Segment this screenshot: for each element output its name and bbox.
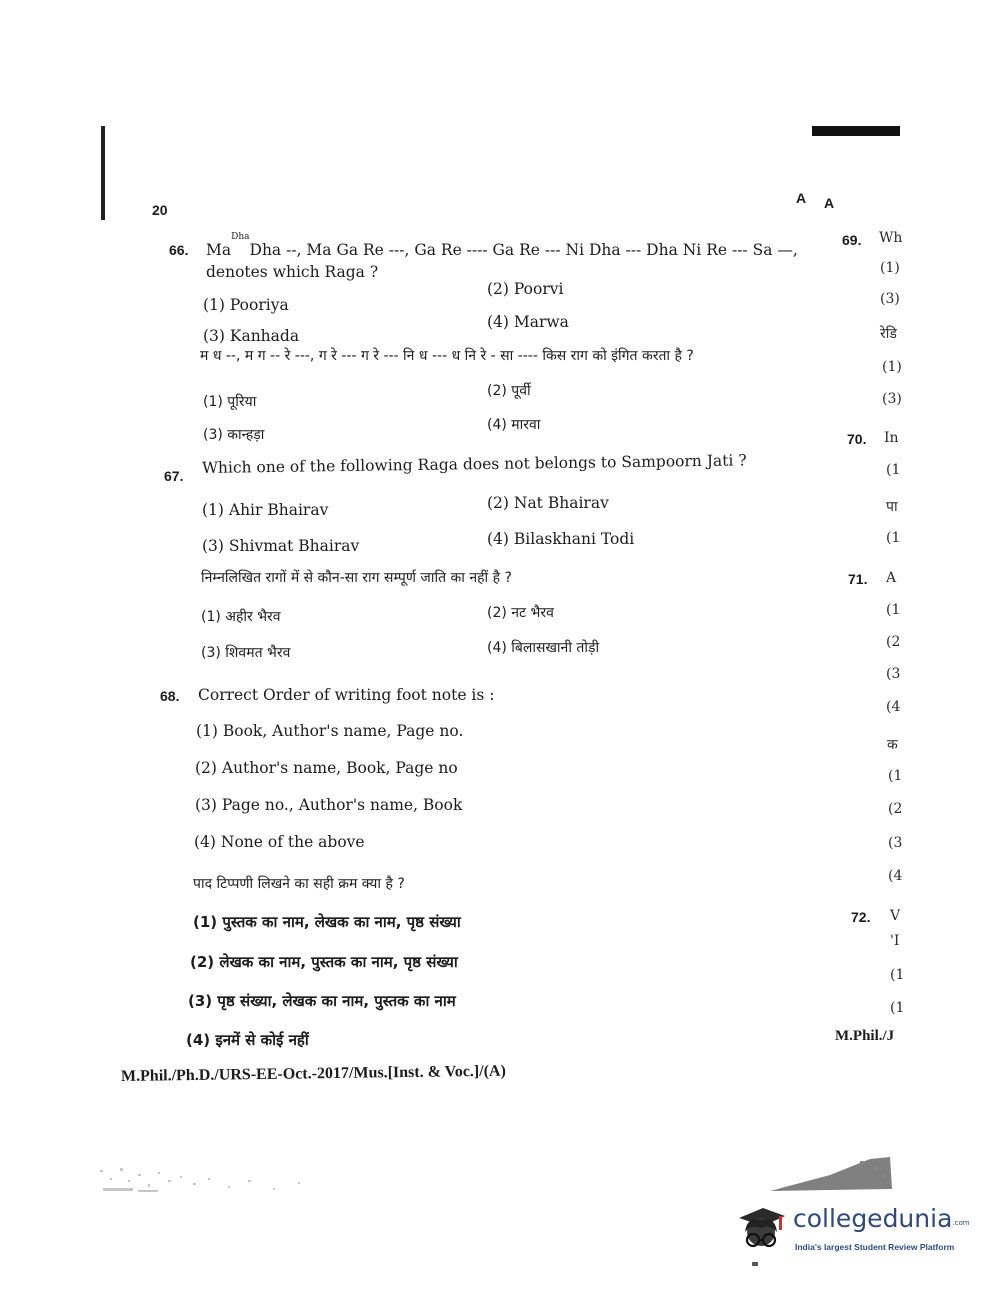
side-fragment-10: (2 — [886, 634, 901, 650]
side-fragment-16: (3 — [888, 835, 903, 851]
q67-option-1-en: (1) Ahir Bhairav — [202, 501, 329, 519]
side-fragment-1: (1) — [880, 260, 900, 276]
q67-option-2-hi: (2) नट भैरव — [487, 605, 554, 621]
q66-option-1-hi: (1) पूरिया — [203, 394, 257, 410]
q68-option-2-en: (2) Author's name, Book, Page no — [195, 759, 458, 777]
q68-option-4-en: (4) None of the above — [194, 833, 365, 851]
side-fragment-17: (4 — [888, 868, 903, 884]
q68-option-1-hi: (1) पुस्तक का नाम, लेखक का नाम, पृष्ठ संख्या — [193, 913, 461, 931]
q67-option-3-hi: (3) शिवमत भैरव — [201, 645, 291, 661]
q66-option-4-hi: (4) मारवा — [487, 417, 541, 433]
logo-suffix: .com — [952, 1219, 970, 1227]
side-fragment-6: (1 — [886, 462, 901, 478]
mascot-icon — [733, 1202, 789, 1254]
side-q70-text: In — [884, 430, 899, 446]
q68-option-2-hi: (2) लेखक का नाम, पुस्तक का नाम, पृष्ठ संख्या — [190, 953, 458, 971]
q68-text-en: Correct Order of writing foot note is : — [198, 686, 495, 704]
side-fragment-9: (1 — [886, 602, 901, 618]
paper-footer-code: M.Phil./Ph.D./URS-EE-Oct.-2017/Mus.[Inst. & Voc.]/(A) — [120, 1062, 506, 1085]
side-fragment-8: (1 — [886, 530, 901, 546]
q68-option-3-hi: (3) पृष्ठ संख्या, लेखक का नाम, पुस्तक का नाम — [188, 992, 456, 1010]
logo-wordmark: collegedunia — [793, 1204, 953, 1233]
scan-dot — [752, 1262, 758, 1266]
side-fragment-15: (2 — [888, 801, 903, 817]
notation-ma: Ma — [206, 241, 232, 259]
side-q71-text: A — [886, 570, 897, 586]
q66-notation-en — [206, 232, 798, 259]
scan-edge-mark — [101, 126, 105, 220]
side-fragment-19: (1 — [890, 967, 905, 983]
scan-noise-left — [98, 1150, 338, 1200]
q66-option-3-en: (3) Kanhada — [203, 327, 300, 345]
side-fragment-20: (1 — [890, 1000, 905, 1016]
page-number: 20 — [152, 202, 168, 218]
q68-option-3-en: (3) Page no., Author's name, Book — [195, 796, 463, 814]
q66-option-2-en: (2) Poorvi — [487, 280, 564, 298]
q66-text-en: denotes which Raga ? — [206, 263, 379, 281]
side-fragment-11: (3 — [886, 666, 901, 682]
q67-option-1-hi: (1) अहीर भैरव — [201, 609, 281, 625]
side-q69-number: 69. — [842, 232, 862, 248]
q67-option-2-en: (2) Nat Bhairav — [487, 494, 609, 512]
side-fragment-5: (3) — [882, 391, 902, 407]
side-fragment-18: 'I — [890, 933, 900, 949]
side-fragment-4: (1) — [882, 359, 902, 375]
q68-number: 68. — [160, 688, 180, 704]
q66-option-1-en: (1) Pooriya — [203, 296, 289, 314]
side-fragment-3: रेडि — [880, 326, 897, 342]
side-fragment-2: (3) — [880, 291, 900, 307]
side-q71-number: 71. — [848, 571, 868, 587]
q68-option-1-en: (1) Book, Author's name, Page no. — [196, 722, 464, 740]
q67-option-3-en: (3) Shivmat Bhairav — [202, 537, 360, 555]
side-q70-number: 70. — [847, 431, 867, 447]
side-q72-text: V — [890, 908, 901, 924]
side-footer-fragment: M.Phil./J — [835, 1028, 895, 1044]
logo-tagline: India's largest Student Review Platform — [795, 1242, 955, 1252]
q66-option-2-hi: (2) पूर्वी — [487, 383, 531, 399]
side-fragment-14: (1 — [888, 768, 903, 784]
q67-option-4-en: (4) Bilaskhani Todi — [487, 530, 635, 548]
top-mark-2: A — [824, 195, 835, 211]
side-fragment-7: पा — [886, 499, 898, 515]
side-q72-number: 72. — [851, 909, 871, 925]
q66-notation-hi: म ध --, म ग -- रे ---, ग रे --- ग रे --- नि ध --- ध नि रे - सा ---- किस राग को इंगित करता है ? — [200, 348, 694, 364]
q66-option-3-hi: (3) कान्हड़ा — [203, 427, 265, 443]
top-mark-1: A — [796, 190, 807, 206]
side-fragment-12: (4 — [886, 699, 901, 715]
q67-text-en: Which one of the following Raga does not belongs to Sampoorn Jati ? — [201, 451, 747, 477]
q67-number: 67. — [164, 468, 184, 484]
q67-text-hi: निम्नलिखित रागों में से कौन-सा राग सम्पूर्ण जाति का नहीं है ? — [201, 570, 512, 586]
collegedunia-logo — [733, 1198, 970, 1258]
side-fragment-13: क — [887, 737, 898, 753]
q68-text-hi: पाद टिप्पणी लिखने का सही क्रम क्या है ? — [193, 876, 405, 892]
notation-dha-superscript: Dha — [231, 232, 250, 242]
q66-number: 66. — [169, 242, 189, 258]
scan-top-mark — [812, 126, 900, 136]
q67-option-4-hi: (4) बिलासखानी तोड़ी — [487, 640, 600, 656]
side-q69-text: Wh — [879, 230, 903, 246]
q68-option-4-hi: (4) इनमें से कोई नहीं — [186, 1031, 309, 1049]
scan-noise-right — [770, 1155, 900, 1195]
notation-sequence: Dha --, Ma Ga Re ---, Ga Re ---- Ga Re --- Ni Dha --- Dha Ni Re --- Sa —, — [249, 241, 798, 259]
q66-option-4-en: (4) Marwa — [487, 313, 569, 331]
